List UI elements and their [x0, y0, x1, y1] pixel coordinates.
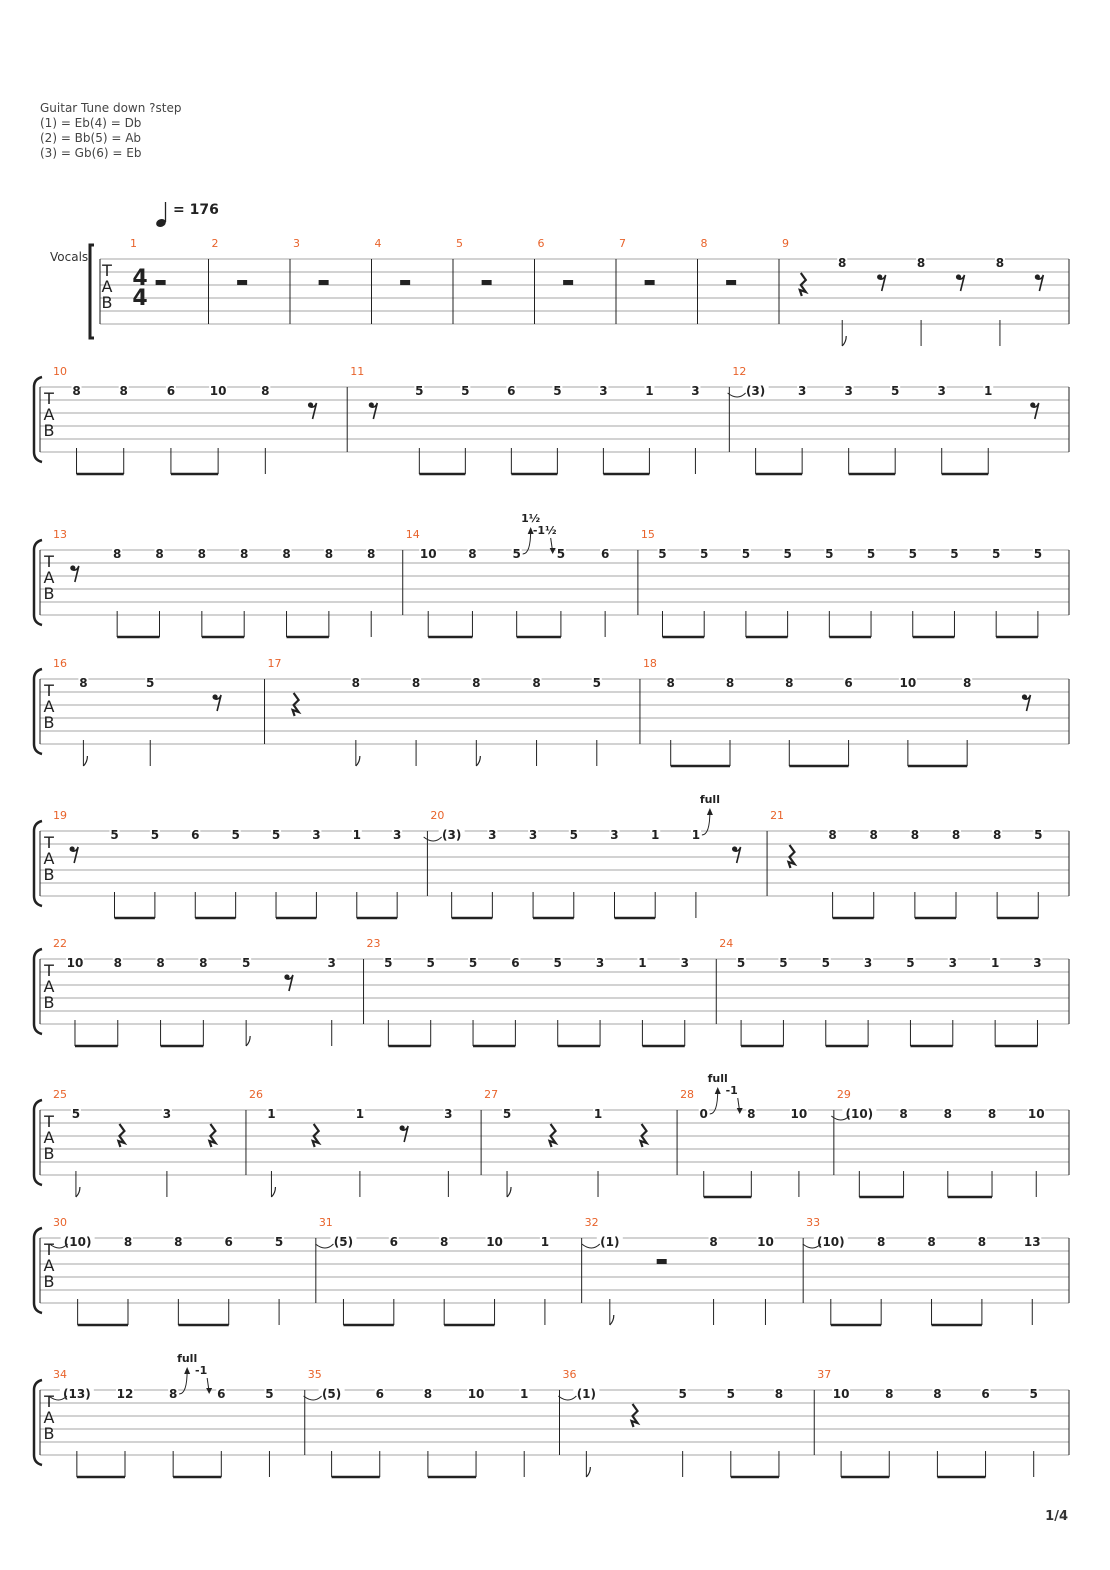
fret-number: 3 [312, 828, 321, 842]
fret-number: (1) [600, 1235, 620, 1249]
measure-number: 2 [211, 237, 219, 250]
fret-number: 8 [987, 1107, 997, 1121]
fret-number: 6 [166, 384, 176, 398]
fret-number: 5 [274, 1235, 284, 1249]
measure-number: 15 [640, 528, 655, 541]
staff-system [34, 1087, 1069, 1197]
fret-number: 1 [593, 1107, 603, 1121]
quarter-rest-icon [209, 1124, 215, 1147]
fret-number: 8 [747, 1107, 756, 1121]
tab-clef-letter: T [44, 961, 54, 980]
fret-number: 5 [271, 828, 281, 842]
fret-number: 3 [392, 828, 402, 842]
measure-number: 34 [53, 1368, 67, 1381]
tab-clef-letter: T [44, 681, 54, 700]
fret-number: 8 [951, 828, 961, 842]
fret-number: 6 [507, 384, 516, 398]
fret-number: 3 [595, 956, 605, 970]
fret-number: 10 [899, 676, 917, 690]
fret-number: 8 [156, 956, 165, 970]
measure-number: 1 [130, 237, 137, 250]
release-label: -1 [195, 1364, 208, 1377]
fret-number: 3 [863, 956, 873, 970]
tab-clef-letter: A [43, 1256, 55, 1275]
fret-number: 5 [1029, 1387, 1038, 1401]
fret-number: (5) [321, 1387, 342, 1401]
quarter-rest-icon [118, 1124, 124, 1147]
fret-number: 3 [599, 384, 608, 398]
fret-number: 8 [324, 547, 334, 561]
fret-number: 8 [910, 828, 920, 842]
measure-number: 20 [430, 809, 445, 822]
note-flag [610, 1315, 614, 1325]
fret-number: (5) [333, 1235, 354, 1249]
fret-number: 8 [197, 547, 207, 561]
tab-clef-letter: T [102, 261, 112, 280]
fret-number: 1 [691, 828, 701, 842]
tab-clef-letter: A [43, 849, 55, 868]
fret-number: 5 [866, 547, 876, 561]
fret-number: 5 [150, 828, 160, 842]
fret-number: 8 [468, 547, 477, 561]
fret-number: 8 [962, 676, 972, 690]
fret-number: 1 [540, 1235, 550, 1249]
measure-number: 21 [770, 809, 785, 822]
fret-number: 8 [774, 1387, 784, 1401]
fret-number: 5 [241, 956, 251, 970]
fret-number: 10 [66, 956, 84, 970]
fret-number: 8 [977, 1235, 987, 1249]
measure-number: 31 [318, 1216, 333, 1229]
measure-number: 16 [53, 657, 67, 670]
fret-number: 1 [990, 956, 1000, 970]
release-label: -1 [725, 1084, 738, 1097]
tab-clef-letter: A [101, 277, 113, 296]
fret-number: 5 [726, 1387, 735, 1401]
fret-number: 8 [119, 384, 128, 398]
fret-number: 6 [981, 1387, 990, 1401]
tab-clef-letter: B [43, 1272, 55, 1291]
bend-arrow-icon [184, 1367, 190, 1374]
tab-clef-letter: T [44, 1392, 54, 1411]
fret-number: 8 [261, 384, 270, 398]
fret-number: 8 [899, 1107, 908, 1121]
fret-number: 6 [217, 1387, 226, 1401]
measure-number: 18 [642, 657, 657, 670]
system-bracket [34, 540, 42, 625]
fret-number: 8 [709, 1235, 718, 1249]
tab-clef-letter: A [43, 568, 55, 587]
measure-number: 26 [248, 1088, 263, 1101]
fret-number: (3) [745, 384, 766, 398]
fret-number: 13 [1023, 1235, 1041, 1249]
measure-number: 27 [484, 1088, 499, 1101]
note-flag [356, 756, 360, 766]
note-flag [586, 1467, 590, 1477]
half-rest-icon [726, 280, 736, 285]
tab-clef-letter: T [44, 552, 54, 571]
fret-number: 8 [351, 676, 361, 690]
fret-number: 5 [991, 547, 1001, 561]
fret-number: 8 [113, 956, 122, 970]
fret-number: 3 [691, 384, 700, 398]
fret-number: 5 [384, 956, 393, 970]
fret-number: 5 [700, 547, 709, 561]
quarter-rest-icon [313, 1124, 319, 1147]
measure-number: 5 [456, 237, 463, 250]
fret-number: 8 [123, 1235, 133, 1249]
fret-number: 6 [600, 547, 610, 561]
fret-number: 8 [367, 547, 376, 561]
fret-number: 5 [426, 956, 435, 970]
fret-number: 8 [168, 1387, 178, 1401]
tab-clef-letter: A [43, 697, 55, 716]
measure-number: 7 [619, 237, 626, 250]
fret-number: 5 [678, 1387, 687, 1401]
staff-system [34, 1367, 1069, 1477]
fret-number: 8 [240, 547, 249, 561]
measure-number: 10 [53, 365, 67, 378]
track-name: Vocals [50, 250, 89, 264]
fret-number: 6 [375, 1387, 384, 1401]
measure-number: 17 [267, 657, 282, 670]
measure-number: 3 [293, 237, 300, 250]
measure-number: 6 [537, 237, 545, 250]
quarter-rest-icon [550, 1124, 556, 1147]
fret-number: 8 [916, 256, 926, 270]
fret-number: 8 [174, 1235, 183, 1249]
tab-clef-letter: B [43, 713, 55, 732]
bend-arrow-icon [707, 808, 713, 815]
fret-number: 8 [282, 547, 291, 561]
fret-number: 5 [1034, 828, 1043, 842]
fret-number: 1 [638, 956, 647, 970]
tab-clef-letter: B [43, 1424, 55, 1443]
fret-number: 5 [906, 956, 915, 970]
fret-number: 6 [191, 828, 200, 842]
quarter-rest-icon [800, 273, 806, 296]
fret-number: 8 [472, 676, 481, 690]
tuning-line: (3) = Gb(6) = Eb [40, 146, 142, 160]
fret-number: (10) [845, 1107, 874, 1121]
fret-number: 5 [556, 547, 566, 561]
time-signature-bottom: 4 [132, 286, 148, 311]
fret-number: 8 [828, 828, 837, 842]
system-bracket [34, 1228, 42, 1313]
measure-number: 23 [366, 937, 381, 950]
fret-number: 5 [891, 384, 900, 398]
system-bracket [34, 949, 42, 1034]
fret-number: 6 [511, 956, 520, 970]
fret-number: 6 [844, 676, 853, 690]
fret-number: (13) [63, 1387, 91, 1401]
measure-number: 11 [350, 365, 365, 378]
fret-number: 10 [757, 1235, 774, 1249]
fret-number: 8 [666, 676, 675, 690]
tab-clef-letter: B [43, 584, 55, 603]
fret-number: 10 [467, 1387, 485, 1401]
fret-number: 8 [885, 1387, 894, 1401]
fret-number: 5 [736, 956, 746, 970]
measure-number: 19 [53, 809, 67, 822]
tab-clef-letter: T [44, 1240, 54, 1259]
fret-number: 5 [468, 956, 478, 970]
fret-number: 5 [553, 384, 562, 398]
fret-number: 3 [488, 828, 497, 842]
system-bracket [34, 821, 42, 906]
fret-number: 3 [844, 384, 853, 398]
tab-clef-letter: B [101, 293, 113, 312]
system-bracket [34, 1100, 42, 1185]
tab-clef-letter: A [43, 405, 55, 424]
measure-number: 30 [53, 1216, 67, 1229]
fret-number: 8 [992, 828, 1002, 842]
staff-system [34, 527, 1069, 637]
fret-number: 3 [937, 384, 946, 398]
fret-number: 8 [72, 384, 81, 398]
time-signature-top: 4 [132, 266, 148, 291]
fret-number: 8 [199, 956, 208, 970]
fret-number: 8 [725, 676, 735, 690]
fret-number: 5 [415, 384, 424, 398]
staff-system [34, 808, 1069, 918]
fret-number: 3 [327, 956, 336, 970]
fret-number: 5 [512, 547, 521, 561]
bend-label: full [699, 793, 720, 806]
fret-number: 3 [797, 384, 807, 398]
measure-number: 36 [562, 1368, 577, 1381]
fret-number: 8 [943, 1107, 952, 1121]
measure-number: 37 [817, 1368, 832, 1381]
tuning-line: (2) = Bb(5) = Ab [40, 131, 142, 145]
measure-number: 13 [53, 528, 67, 541]
fret-number: 6 [389, 1235, 398, 1249]
system-bracket [34, 377, 42, 462]
fret-number: (10) [63, 1235, 92, 1249]
fret-number: 3 [528, 828, 538, 842]
staff-system [34, 377, 1069, 474]
fret-number: 8 [79, 676, 88, 690]
fret-number: 5 [950, 547, 959, 561]
measure-number: 22 [53, 937, 67, 950]
release-arrow-icon [737, 1108, 743, 1114]
fret-number: 8 [532, 676, 541, 690]
tab-clef-letter: B [43, 1144, 55, 1163]
fret-number: 8 [785, 676, 794, 690]
tempo-label: = 176 [173, 202, 219, 218]
tab-clef-letter: T [44, 1112, 54, 1131]
measure-number: 25 [53, 1088, 67, 1101]
fret-number: 1 [651, 828, 660, 842]
measure-number: 24 [719, 937, 734, 950]
measure-number: 29 [836, 1088, 851, 1101]
fret-number: 3 [444, 1107, 453, 1121]
fret-number: 5 [779, 956, 788, 970]
fret-number: 8 [411, 676, 421, 690]
fret-number: 5 [1033, 547, 1043, 561]
bend-label: full [707, 1072, 728, 1085]
measure-number: 35 [307, 1368, 322, 1381]
fret-number: 5 [821, 956, 830, 970]
fret-number: 8 [440, 1235, 449, 1249]
note-flag [76, 1187, 80, 1197]
fret-number: (1) [576, 1387, 597, 1401]
note-flag [271, 1187, 275, 1197]
tuning-title: Guitar Tune down ?step [40, 101, 182, 115]
fret-number: 10 [1027, 1107, 1045, 1121]
measure-number: 8 [700, 237, 708, 250]
quarter-rest-icon [641, 1124, 647, 1147]
fret-number: 3 [162, 1107, 172, 1121]
measure-number: 12 [732, 365, 747, 378]
tab-clef-letter: B [43, 865, 55, 884]
half-rest-icon [156, 280, 166, 285]
fret-number: 5 [502, 1107, 512, 1121]
fret-number: 1 [645, 384, 654, 398]
fret-number: 10 [419, 547, 437, 561]
measure-number: 32 [584, 1216, 599, 1229]
fret-number: 8 [933, 1387, 942, 1401]
release-arrow-icon [206, 1388, 212, 1394]
bend-label: full [177, 1352, 198, 1365]
fret-number: 5 [825, 547, 834, 561]
fret-number: 5 [908, 547, 917, 561]
fret-number: 12 [116, 1387, 134, 1401]
quarter-rest-icon [293, 693, 299, 716]
measure-number: 33 [806, 1216, 821, 1229]
tab-clef-letter: A [43, 1128, 55, 1147]
tab-clef-letter: B [43, 421, 55, 440]
fret-number: 10 [209, 384, 227, 398]
page-number: 1/4 [1045, 1509, 1068, 1524]
quarter-rest-icon [788, 845, 794, 868]
half-rest-icon [400, 280, 410, 285]
fret-number: (3) [441, 828, 462, 842]
release-arrow-icon [550, 548, 556, 554]
tab-clef-letter: A [43, 1408, 55, 1427]
fret-number: 5 [231, 828, 240, 842]
fret-number: 5 [110, 828, 119, 842]
tab-clef-letter: T [44, 389, 54, 408]
fret-number: 5 [592, 676, 601, 690]
fret-number: 8 [927, 1235, 936, 1249]
fret-number: 1 [984, 384, 993, 398]
bend-arrow-icon [715, 1087, 721, 1094]
half-rest-icon [482, 280, 492, 285]
measure-number: 9 [782, 237, 789, 250]
fret-number: 5 [658, 547, 667, 561]
note-flag [476, 756, 480, 766]
note-flag [507, 1187, 511, 1197]
note-flag [842, 336, 846, 346]
half-rest-icon [237, 280, 247, 285]
fret-number: 1 [520, 1387, 529, 1401]
fret-number: 6 [224, 1235, 233, 1249]
quarter-rest-icon [632, 1404, 638, 1427]
note-flag [83, 756, 87, 766]
fret-number: 10 [486, 1235, 503, 1249]
fret-number: (10) [816, 1235, 845, 1249]
fret-number: 3 [680, 956, 689, 970]
fret-number: 3 [948, 956, 957, 970]
note-flag [246, 1036, 250, 1046]
bend-label: 1½ [521, 512, 541, 525]
fret-number: 5 [741, 547, 751, 561]
system-bracket [90, 245, 94, 338]
staff-system [34, 1228, 1069, 1325]
system-bracket [34, 1380, 42, 1465]
fret-number: 5 [71, 1107, 81, 1121]
fret-number: 5 [461, 384, 470, 398]
fret-number: 1 [355, 1107, 365, 1121]
fret-number: 3 [1033, 956, 1042, 970]
fret-number: 8 [869, 828, 878, 842]
measure-number: 28 [680, 1088, 695, 1101]
fret-number: 10 [832, 1387, 850, 1401]
half-rest-icon [319, 280, 329, 285]
measure-number: 4 [374, 237, 382, 250]
fret-number: 5 [265, 1387, 274, 1401]
fret-number: 8 [838, 256, 847, 270]
half-rest-icon [657, 1259, 667, 1264]
fret-number: 8 [155, 547, 164, 561]
tuning-line: (1) = Eb(4) = Db [40, 116, 142, 130]
half-rest-icon [645, 280, 655, 285]
measure-number: 14 [405, 528, 420, 541]
tab-clef-letter: T [44, 833, 54, 852]
fret-number: 5 [146, 676, 155, 690]
fret-number: 5 [553, 956, 562, 970]
fret-number: 8 [995, 256, 1005, 270]
fret-number: 8 [423, 1387, 433, 1401]
tab-clef-letter: B [43, 993, 55, 1012]
fret-number: 5 [569, 828, 578, 842]
tab-clef-letter: A [43, 977, 55, 996]
fret-number: 3 [610, 828, 619, 842]
system-bracket [34, 669, 42, 754]
fret-number: 8 [112, 547, 122, 561]
fret-number: 0 [699, 1107, 708, 1121]
release-label: -1½ [532, 524, 557, 537]
fret-number: 8 [876, 1235, 886, 1249]
fret-number: 5 [783, 547, 792, 561]
half-rest-icon [563, 280, 573, 285]
fret-number: 1 [352, 828, 361, 842]
fret-number: 1 [267, 1107, 276, 1121]
fret-number: 10 [790, 1107, 808, 1121]
